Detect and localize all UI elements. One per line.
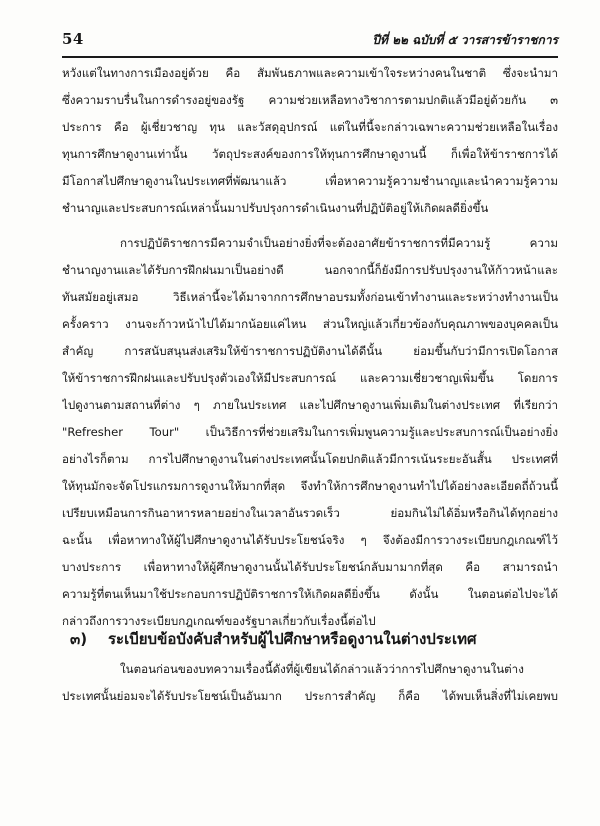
text-line: ฉะนั้น เพื่อหาทางให้ผู้ไปศึกษาดูงานได้รับประโยชน์จริง ๆ จึงต้องมีการวางระเบียบกฎเกณฑ์ไว้ xyxy=(62,533,558,547)
running-head: ปีที่ ๒๒ ฉบับที่ ๕ วารสารข้าราชการ xyxy=(372,33,558,47)
section-body xyxy=(62,656,558,710)
text-line: อย่างไรก็ตาม การไปศึกษาดูงานในต่างประเทศนั้นโดยปกติแล้วมีการเน้นระยะอันสั้น ประเทศที่ xyxy=(62,452,558,466)
page-number: 54 xyxy=(62,30,84,48)
text-line: ประเทศนั้นย่อมจะได้รับประโยชน์เป็นอันมาก ประการสำคัญ ก็คือ ได้พบเห็นสิ่งที่ไม่เคยพบ xyxy=(62,689,558,703)
text-line: "Refresher Tour" เป็นวิธีการที่ช่วยเสริมในการเพิ่มพูนความรู้และประสบการณ์เป็นอย่างยิ่ง xyxy=(62,425,558,439)
page-header xyxy=(62,30,558,52)
paragraph-gap xyxy=(62,222,558,230)
text-line: ในตอนก่อนของบทความเรื่องนี้ดังที่ผู้เขียนได้กล่าวแล้วว่าการไปศึกษาดูงานในต่าง xyxy=(120,662,524,676)
text-line: ให้ทุนมักจะจัดโปรแกรมการดูงานให้มากที่สุด จึงทำให้การศึกษาดูงานทำไปได้อย่างละเอียดถี่ถ้วนนี้ xyxy=(62,479,558,493)
text-line: การปฏิบัติราชการมีความจำเป็นอย่างยิ่งที่จะต้องอาศัยข้าราชการที่มีความรู้ ความ xyxy=(120,236,558,250)
text-line: ทันสมัยอยู่เสมอ วิธีเหล่านี้จะได้มาจากการศึกษาอบรมทั้งก่อนเข้าทำงานและระหว่างทำงานเป็น xyxy=(62,290,558,304)
text-line: หวังแต่ในทางการเมืองอยู่ด้วย คือ สัมพันธภาพและความเข้าใจระหว่างคนในชาติ ซึ่งจะนำมา xyxy=(62,66,558,80)
text-line: เปรียบเหมือนการกินอาหารหลายอย่างในเวลาอันรวดเร็ว ย่อมกินไม่ได้อิ่มหรือกินได้ทุกอย่าง xyxy=(62,506,558,520)
text-line: ทุนการศึกษาดูงานเท่านั้น วัตถุประสงค์ของการให้ทุนการศึกษาดูงานนี้ ก็เพื่อให้ข้าราชการได้ xyxy=(62,147,558,161)
text-line: ชำนาญงานและได้รับการฝึกฝนมาเป็นอย่างดี นอกจากนี้ก็ยังมีการปรับปรุงงานให้ก้าวหน้าและ xyxy=(62,263,558,277)
text-line: ซึ่งความราบรื่นในการดำรงอยู่ของรัฐ ความช่วยเหลือทางวิชาการตามปกติแล้วมีอยู่ด้วยกัน ๓ xyxy=(62,93,558,107)
text-line: สำคัญ การสนับสนุนส่งเสริมให้ข้าราชการปฏิบัติงานได้ดีนั้น ย่อมขึ้นกับว่ามีการเปิดโอกาส xyxy=(62,344,558,358)
text-line: บางประการ เพื่อหาทางให้ผู้ศึกษาดูงานนั้นได้รับประโยชน์กลับมามากที่สุด คือ สามารถนำ xyxy=(62,560,558,574)
header-rule xyxy=(62,56,558,58)
text-line: ให้ข้าราชการฝึกฝนและปรับปรุงตัวเองให้มีประสบการณ์ และความเชี่ยวชาญเพิ่มขึ้น โดยการ xyxy=(62,371,558,385)
section-heading xyxy=(62,624,558,654)
paragraph xyxy=(62,60,558,222)
text-line: กล่าวถึงการวางระเบียบกฎเกณฑ์ของรัฐบาลเกี่ยวกับเรื่องนี้ต่อไป xyxy=(62,614,376,628)
text-line: ประการ คือ ผู้เชี่ยวชาญ ทุน และวัสดุอุปกรณ์ แต่ในที่นี้จะกล่าวเฉพาะความช่วยเหลือในเรื่อง xyxy=(62,120,558,134)
text-line: ไปดูงานตามสถานที่ต่าง ๆ ภายในประเทศ และไปศึกษาดูงานเพิ่มเติมในต่างประเทศ ที่เรียกว่า xyxy=(62,398,558,412)
paragraph xyxy=(62,230,558,635)
section-number: ๓) xyxy=(70,630,88,648)
section-title: ระเบียบข้อบังคับสำหรับผู้ไปศึกษาหรือดูงานในต่างประเทศ xyxy=(108,630,477,648)
body-text xyxy=(62,60,558,635)
text-line: ครั้งคราว งานจะก้าวหน้าไปได้มากน้อยแค่ไหน ส่วนใหญ่แล้วเกี่ยวข้องกับคุณภาพของบุคคลเป็น xyxy=(62,317,558,331)
text-line: มีโอกาสไปศึกษาดูงานในประเทศที่พัฒนาแล้ว เพื่อหาความรู้ความชำนาญและนำความรู้ความ xyxy=(62,174,558,188)
text-line: ชำนาญและประสบการณ์เหล่านั้นมาปรับปรุงการดำเนินงานที่ปฏิบัติอยู่ให้เกิดผลดียิ่งขึ้น xyxy=(62,201,489,215)
text-line: ความรู้ที่ตนเห็นมาใช้ประกอบการปฏิบัติราชการให้เกิดผลดียิ่งขึ้น ดังนั้น ในตอนต่อไปจะได้ xyxy=(62,587,558,601)
